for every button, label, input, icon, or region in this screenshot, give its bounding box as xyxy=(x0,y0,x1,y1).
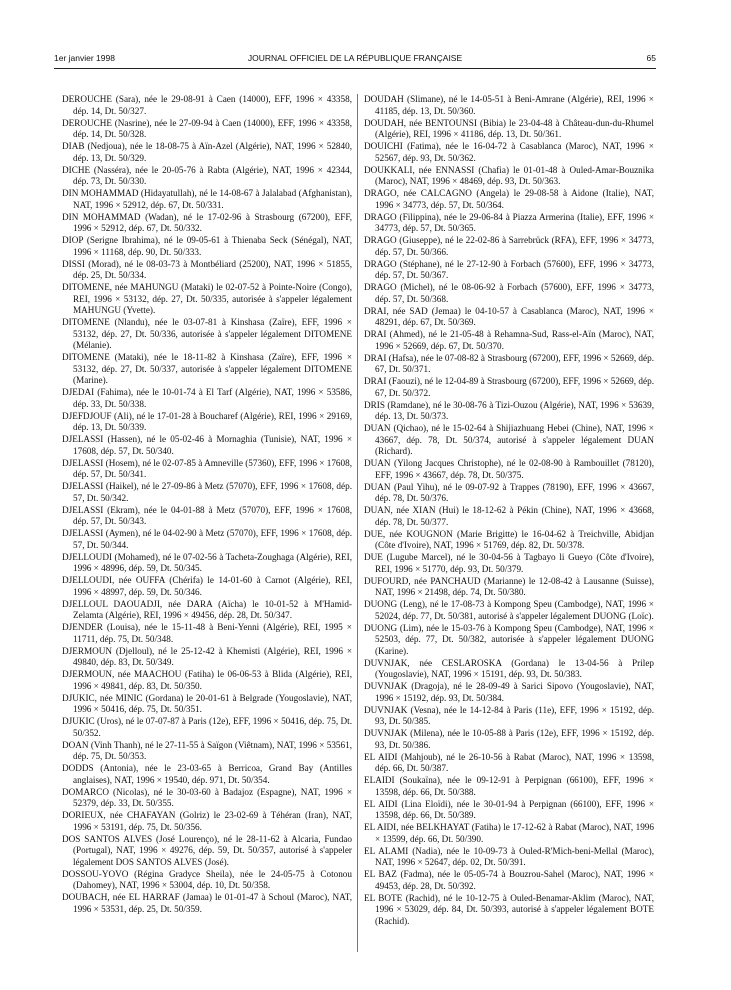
register-entry: DJELASSI (Hosem), né le 02-07-85 à Amneville (57360), EFF, 1996 × 17608, dép. 57, Dt. 50/341. xyxy=(62,457,352,479)
register-entry: DUVNJAK (Milena), née le 10-05-88 à Paris (12e), EFF, 1996 × 15192, dép. 93, Dt. 50/386. xyxy=(364,728,654,750)
register-entry: DUFOURD, née PANCHAUD (Marianne) le 12-08-42 à Lausanne (Suisse), NAT, 1996 × 21498, dép. 74, Dt. 50/380. xyxy=(364,575,654,597)
register-entry: DJELASSI (Ekram), née le 04-01-88 à Metz (57070), EFF, 1996 × 17608, dép. 57, Dt. 50/343. xyxy=(62,504,352,526)
register-entry: DOUICHI (Fatima), née le 16-04-72 à Casablanca (Maroc), NAT, 1996 × 52567, dép. 93, Dt. 50/362. xyxy=(364,141,654,163)
left-column xyxy=(62,94,352,916)
header-date: 1er janvier 1998 xyxy=(54,53,115,63)
register-entry: DJELASSI (Haikel), né le 27-09-86 à Metz (57070), EFF, 1996 × 17608, dép. 57, Dt. 50/342. xyxy=(62,481,352,503)
register-entry: DUAN (Paul Yihu), né le 09-07-92 à Trappes (78190), EFF, 1996 × 43667, dép. 78, Dt. 50/376. xyxy=(364,481,654,503)
register-entry: DUE (Lugube Marcel), né le 30-04-56 à Tagbayo li Gueyo (Côte d'Ivoire), REI, 1996 × 51770, dép. 93, Dt. 50/379. xyxy=(364,552,654,574)
register-entry: DJERMOUN (Djelloul), né le 25-12-42 à Khemisti (Algérie), REI, 1996 × 49840, dép. 83, Dt. 50/349. xyxy=(62,645,352,667)
register-entry: DUAN (Qichao), né le 15-02-64 à Shijiazhuang Hebei (Chine), NAT, 1996 × 43667, dép. 78, Dt. 50/374, autorisé à s'appeler légalement DUAN (Richard). xyxy=(364,423,654,456)
register-entry: DJELASSI (Hassen), né le 05-02-46 à Mornaghia (Tunisie), NAT, 1996 × 17608, dép. 57, Dt. 50/340. xyxy=(62,434,352,456)
register-entry: DOUKKALI, née ENNASSI (Chafia) le 01-01-48 à Ouled-Amar-Bouznika (Maroc), NAT, 1996 × 48469, dép. 93, Dt. 50/363. xyxy=(364,164,654,186)
register-entry: EL AIDI (Lina Eloïdi), née le 30-01-94 à Perpignan (66100), EFF, 1996 × 13598, dép. 66, Dt. 50/389. xyxy=(364,798,654,820)
register-entry: DEROUCHE (Nasrine), née le 27-09-94 à Caen (14000), EFF, 1996 × 43358, dép. 14, Dt. 50/328. xyxy=(62,117,352,139)
register-entry: DITOMENE, née MAHUNGU (Mataki) le 02-07-52 à Pointe-Noire (Congo), REI, 1996 × 53132, dép. 27, Dt. 50/335, autorisée à s'appeler légalement MAHUNGU (Yvette). xyxy=(62,282,352,315)
register-entry: DOMARCO (Nicolas), né le 30-03-60 à Badajoz (Espagne), NAT, 1996 × 52379, dép. 33, Dt. 50/355. xyxy=(62,786,352,808)
register-entry: DRAI (Hafsa), née le 07-08-82 à Strasbourg (67200), EFF, 1996 × 52669, dép. 67, Dt. 50/371. xyxy=(364,352,654,374)
register-entry: DRAI, née SAD (Jemaa) le 04-10-57 à Casablanca (Maroc), NAT, 1996 × 48291, dép. 67, Dt. 50/369. xyxy=(364,305,654,327)
register-entry: DRIS (Ramdane), né le 30-08-76 à Tizi-Ouzou (Algérie), NAT, 1996 × 53639, dép. 13, Dt. 50/373. xyxy=(364,399,654,421)
register-entry: DUVNJAK (Dragoja), né le 28-09-49 à Sarici Sipovo (Yougoslavie), NAT, 1996 × 15192, dép. 93, Dt. 50/384. xyxy=(364,681,654,703)
register-entry: DORIEUX, née CHAFAYAN (Golriz) le 23-02-69 à Téhéran (Iran), NAT, 1996 × 53191, dép. 75, Dt. 50/356. xyxy=(62,810,352,832)
register-entry: DUAN, née XIAN (Hui) le 18-12-62 à Pékin (Chine), NAT, 1996 × 43668, dép. 78, Dt. 50/377. xyxy=(364,505,654,527)
register-entry: DRAGO (Filippina), née le 29-06-84 à Piazza Armerina (Italie), EFF, 1996 × 34773, dép. 57, Dt. 50/365. xyxy=(364,211,654,233)
register-entry: DUVNJAK (Vesna), née le 14-12-84 à Paris (11e), EFF, 1996 × 15192, dép. 93, Dt. 50/385. xyxy=(364,704,654,726)
register-entry: DRAI (Faouzi), né le 12-04-89 à Strasbourg (67200), EFF, 1996 × 52669, dép. 67, Dt. 50/372. xyxy=(364,376,654,398)
register-entry: EL ALAMI (Nadia), née le 10-09-73 à Ouled-R'Mich-beni-Mellal (Maroc), NAT, 1996 × 52647, dép. 02, Dt. 50/391. xyxy=(364,845,654,867)
register-entry: DJELLOUDI, née OUFFA (Chérifa) le 14-01-60 à Carnot (Algérie), REI, 1996 × 48997, dép. 59, Dt. 50/346. xyxy=(62,575,352,597)
register-entry: DODDS (Antonia), née le 23-03-65 à Berricoa, Grand Bay (Antilles anglaises), NAT, 1996 × 19540, dép. 971, Dt. 50/354. xyxy=(62,763,352,785)
register-entry: DICHE (Nasséra), née le 20-05-76 à Rabta (Algérie), NAT, 1996 × 42344, dép. 73, Dt. 50/330. xyxy=(62,164,352,186)
header-rule xyxy=(54,68,656,69)
register-entry: DRAGO (Stéphane), né le 27-12-90 à Forbach (57600), EFF, 1996 × 34773, dép. 57, Dt. 50/367. xyxy=(364,258,654,280)
register-entry: DUONG (Leng), né le 17-08-73 à Kompong Speu (Cambodge), NAT, 1996 × 52024, dép. 77, Dt. 50/381, autorisé à s'appeler légalement DUONG (Loïc). xyxy=(364,599,654,621)
register-entry: DJELASSI (Aymen), né le 04-02-90 à Metz (57070), EFF, 1996 × 17608, dép. 57, Dt. 50/344. xyxy=(62,528,352,550)
right-column xyxy=(364,94,654,928)
page-number: 65 xyxy=(646,53,656,63)
register-entry: EL BOTE (Rachid), né le 10-12-75 à Ouled-Benamar-Aklim (Maroc), NAT, 1996 × 53029, dép. 84, Dt. 50/393, autorisé à s'appeler légalement BOTE (Rachid). xyxy=(364,892,654,926)
register-entry: DUVNJAK, née CESLAROSKA (Gordana) le 13-04-56 à Prilep (Yougoslavie), NAT, 1996 × 15191, dép. 93, Dt. 50/383. xyxy=(364,657,654,679)
register-entry: DJELLOUDI (Mohamed), né le 07-02-56 à Tacheta-Zoughaga (Algérie), REI, 1996 × 48996, dép. 59, Dt. 50/345. xyxy=(62,551,352,573)
register-entry: DIN MOHAMMAD (Wadan), né le 17-02-96 à Strasbourg (67200), EFF, 1996 × 52912, dép. 67, Dt. 50/332. xyxy=(62,211,352,233)
register-entry: DEROUCHE (Sara), née le 29-08-91 à Caen (14000), EFF, 1996 × 43358, dép. 14, Dt. 50/327. xyxy=(62,94,352,116)
register-entry: DJUKIC (Uros), né le 07-07-87 à Paris (12e), EFF, 1996 × 50416, dép. 75, Dt. 50/352. xyxy=(62,716,352,738)
register-entry: EL AIDI, née BELKHAYAT (Fatiha) le 17-12-62 à Rabat (Maroc), NAT, 1996 × 13599, dép. 66, Dt. 50/390. xyxy=(364,822,654,844)
register-entry: DUONG (Lim), née le 15-03-76 à Kompong Speu (Cambodge), NAT, 1996 × 52503, dép. 77, Dt. 50/382, autorisée à s'appeler légalement DUONG (Karine). xyxy=(364,622,654,656)
register-entry: DUAN (Yilong Jacques Christophe), né le 02-08-90 à Rambouillet (78120), EFF, 1996 × 43667, dép. 78, Dt. 50/375. xyxy=(364,458,654,480)
journal-title: JOURNAL OFFICIEL DE LA RÉPUBLIQUE FRANÇAISE xyxy=(247,53,463,63)
register-entry: DJEDAI (Fahima), née le 10-01-74 à El Tarf (Algérie), NAT, 1996 × 53586, dép. 33, Dt. 50/338. xyxy=(62,387,352,409)
register-entry: DJENDER (Louisa), née le 15-11-48 à Beni-Yenni (Algérie), REI, 1995 × 11711, dép. 75, Dt. 50/348. xyxy=(62,622,352,644)
register-entry: DRAI (Ahmed), né le 21-05-48 à Rehamna-Sud, Rass-el-Aïn (Maroc), NAT, 1996 × 52669, dép. 67, Dt. 50/370. xyxy=(364,329,654,351)
register-entry: EL AIDI (Mahjoub), né le 26-10-56 à Rabat (Maroc), NAT, 1996 × 13598, dép. 66, Dt. 50/387. xyxy=(364,751,654,773)
register-entry: DOUDAH, née BENTOUNSI (Bibia) le 23-04-48 à Château-dun-du-Rhumel (Algérie), REI, 1996 × 41186, dép. 13, Dt. 50/361. xyxy=(364,117,654,139)
page-header xyxy=(54,53,656,67)
register-entry: DJEFDJOUF (Ali), né le 17-01-28 à Boucharef (Algérie), REI, 1996 × 29169, dép. 13, Dt. 50/339. xyxy=(62,410,352,432)
register-entry: DJERMOUN, née MAACHOU (Fatiha) le 06-06-53 à Blida (Algérie), REI, 1996 × 49841, dép. 83, Dt. 50/350. xyxy=(62,669,352,691)
register-entry: DUE, née KOUGNON (Marie Brigitte) le 16-04-62 à Treichville, Abidjan (Côte d'Ivoire), NAT, 1996 × 51769, dép. 82, Dt. 50/378. xyxy=(364,528,654,550)
register-entry: DJUKIC, née MINIC (Gordana) le 20-01-61 à Belgrade (Yougoslavie), NAT, 1996 × 50416, dép. 75, Dt. 50/351. xyxy=(62,692,352,714)
register-entry: DOSSOU-YOVO (Régina Gradyce Sheila), née le 24-05-75 à Cotonou (Dahomey), NAT, 1996 × 53004, dép. 10, Dt. 50/358. xyxy=(62,868,352,890)
register-entry: DRAGO (Giuseppe), né le 22-02-86 à Sarrebrück (RFA), EFF, 1996 × 34773, dép. 57, Dt. 50/366. xyxy=(364,235,654,257)
register-entry: DIAB (Nedjoua), née le 18-08-75 à Aïn-Azel (Algérie), NAT, 1996 × 52840, dép. 13, Dt. 50/329. xyxy=(62,141,352,163)
register-entry: DJELLOUL DAOUADJI, née DARA (Aïcha) le 10-01-52 à M'Hamid-Zelamta (Algérie), REI, 1996 × 49456, dép. 28, Dt. 50/347. xyxy=(62,598,352,620)
register-entry: DRAGO (Michel), né le 08-06-92 à Forbach (57600), EFF, 1996 × 34773, dép. 57, Dt. 50/368. xyxy=(364,282,654,304)
register-entry: DOUBACH, née EL HARRAF (Jamaa) le 01-01-47 à Schoul (Maroc), NAT, 1996 × 53531, dép. 25, Dt. 50/359. xyxy=(62,892,352,914)
register-entry: DRAGO, née CALCAGNO (Angela) le 29-08-58 à Aidone (Italie), NAT, 1996 × 34773, dép. 57, Dt. 50/364. xyxy=(364,188,654,210)
register-entry: DIN MOHAMMAD (Hidayatullah), né le 14-08-67 à Jalalabad (Afghanistan), NAT, 1996 × 52912, dép. 67, Dt. 50/331. xyxy=(62,188,352,210)
column-divider xyxy=(357,94,358,952)
register-entry: EL BAZ (Fadma), née le 05-05-74 à Bouzrou-Sahel (Maroc), NAT, 1996 × 49453, dép. 28, Dt. 50/392. xyxy=(364,869,654,891)
register-entry: DIOP (Serigne Ibrahima), né le 09-05-61 à Thienaba Seck (Sénégal), NAT, 1996 × 11168, dép. 90, Dt. 50/333. xyxy=(62,235,352,257)
register-entry: DOUDAH (Slimane), né le 14-05-51 à Beni-Amrane (Algérie), REI, 1996 × 41185, dép. 13, Dt. 50/360. xyxy=(364,94,654,116)
register-entry: ELAIDI (Soukaïna), née le 09-12-91 à Perpignan (66100), EFF, 1996 × 13598, dép. 66, Dt. 50/388. xyxy=(364,775,654,797)
register-entry: DOS SANTOS ALVES (José Lourenço), né le 28-11-62 à Alcaria, Fundao (Portugal), NAT, 1996 × 49276, dép. 59, Dt. 50/357, autorisé à s'appeler légalement DOS SANTOS ALVES (José). xyxy=(62,833,352,867)
register-entry: DITOMENE (Nlandu), née le 03-07-81 à Kinshasa (Zaïre), EFF, 1996 × 53132, dép. 27, Dt. 50/336, autorisée à s'appeler légalement DITOMENE (Mélanie). xyxy=(62,317,352,350)
register-entry: DITOMENE (Mataki), née le 18-11-82 à Kinshasa (Zaïre), EFF, 1996 × 53132, dép. 27, Dt. 50/337, autorisée à s'appeler légalement DITOMENE (Marine). xyxy=(62,352,352,385)
register-entry: DOAN (Vinh Thanh), né le 27-11-55 à Saïgon (Viêtnam), NAT, 1996 × 53561, dép. 75, Dt. 50/353. xyxy=(62,739,352,761)
register-entry: DISSI (Morad), né le 08-03-73 à Montbéliard (25200), NAT, 1996 × 51855, dép. 25, Dt. 50/334. xyxy=(62,258,352,280)
